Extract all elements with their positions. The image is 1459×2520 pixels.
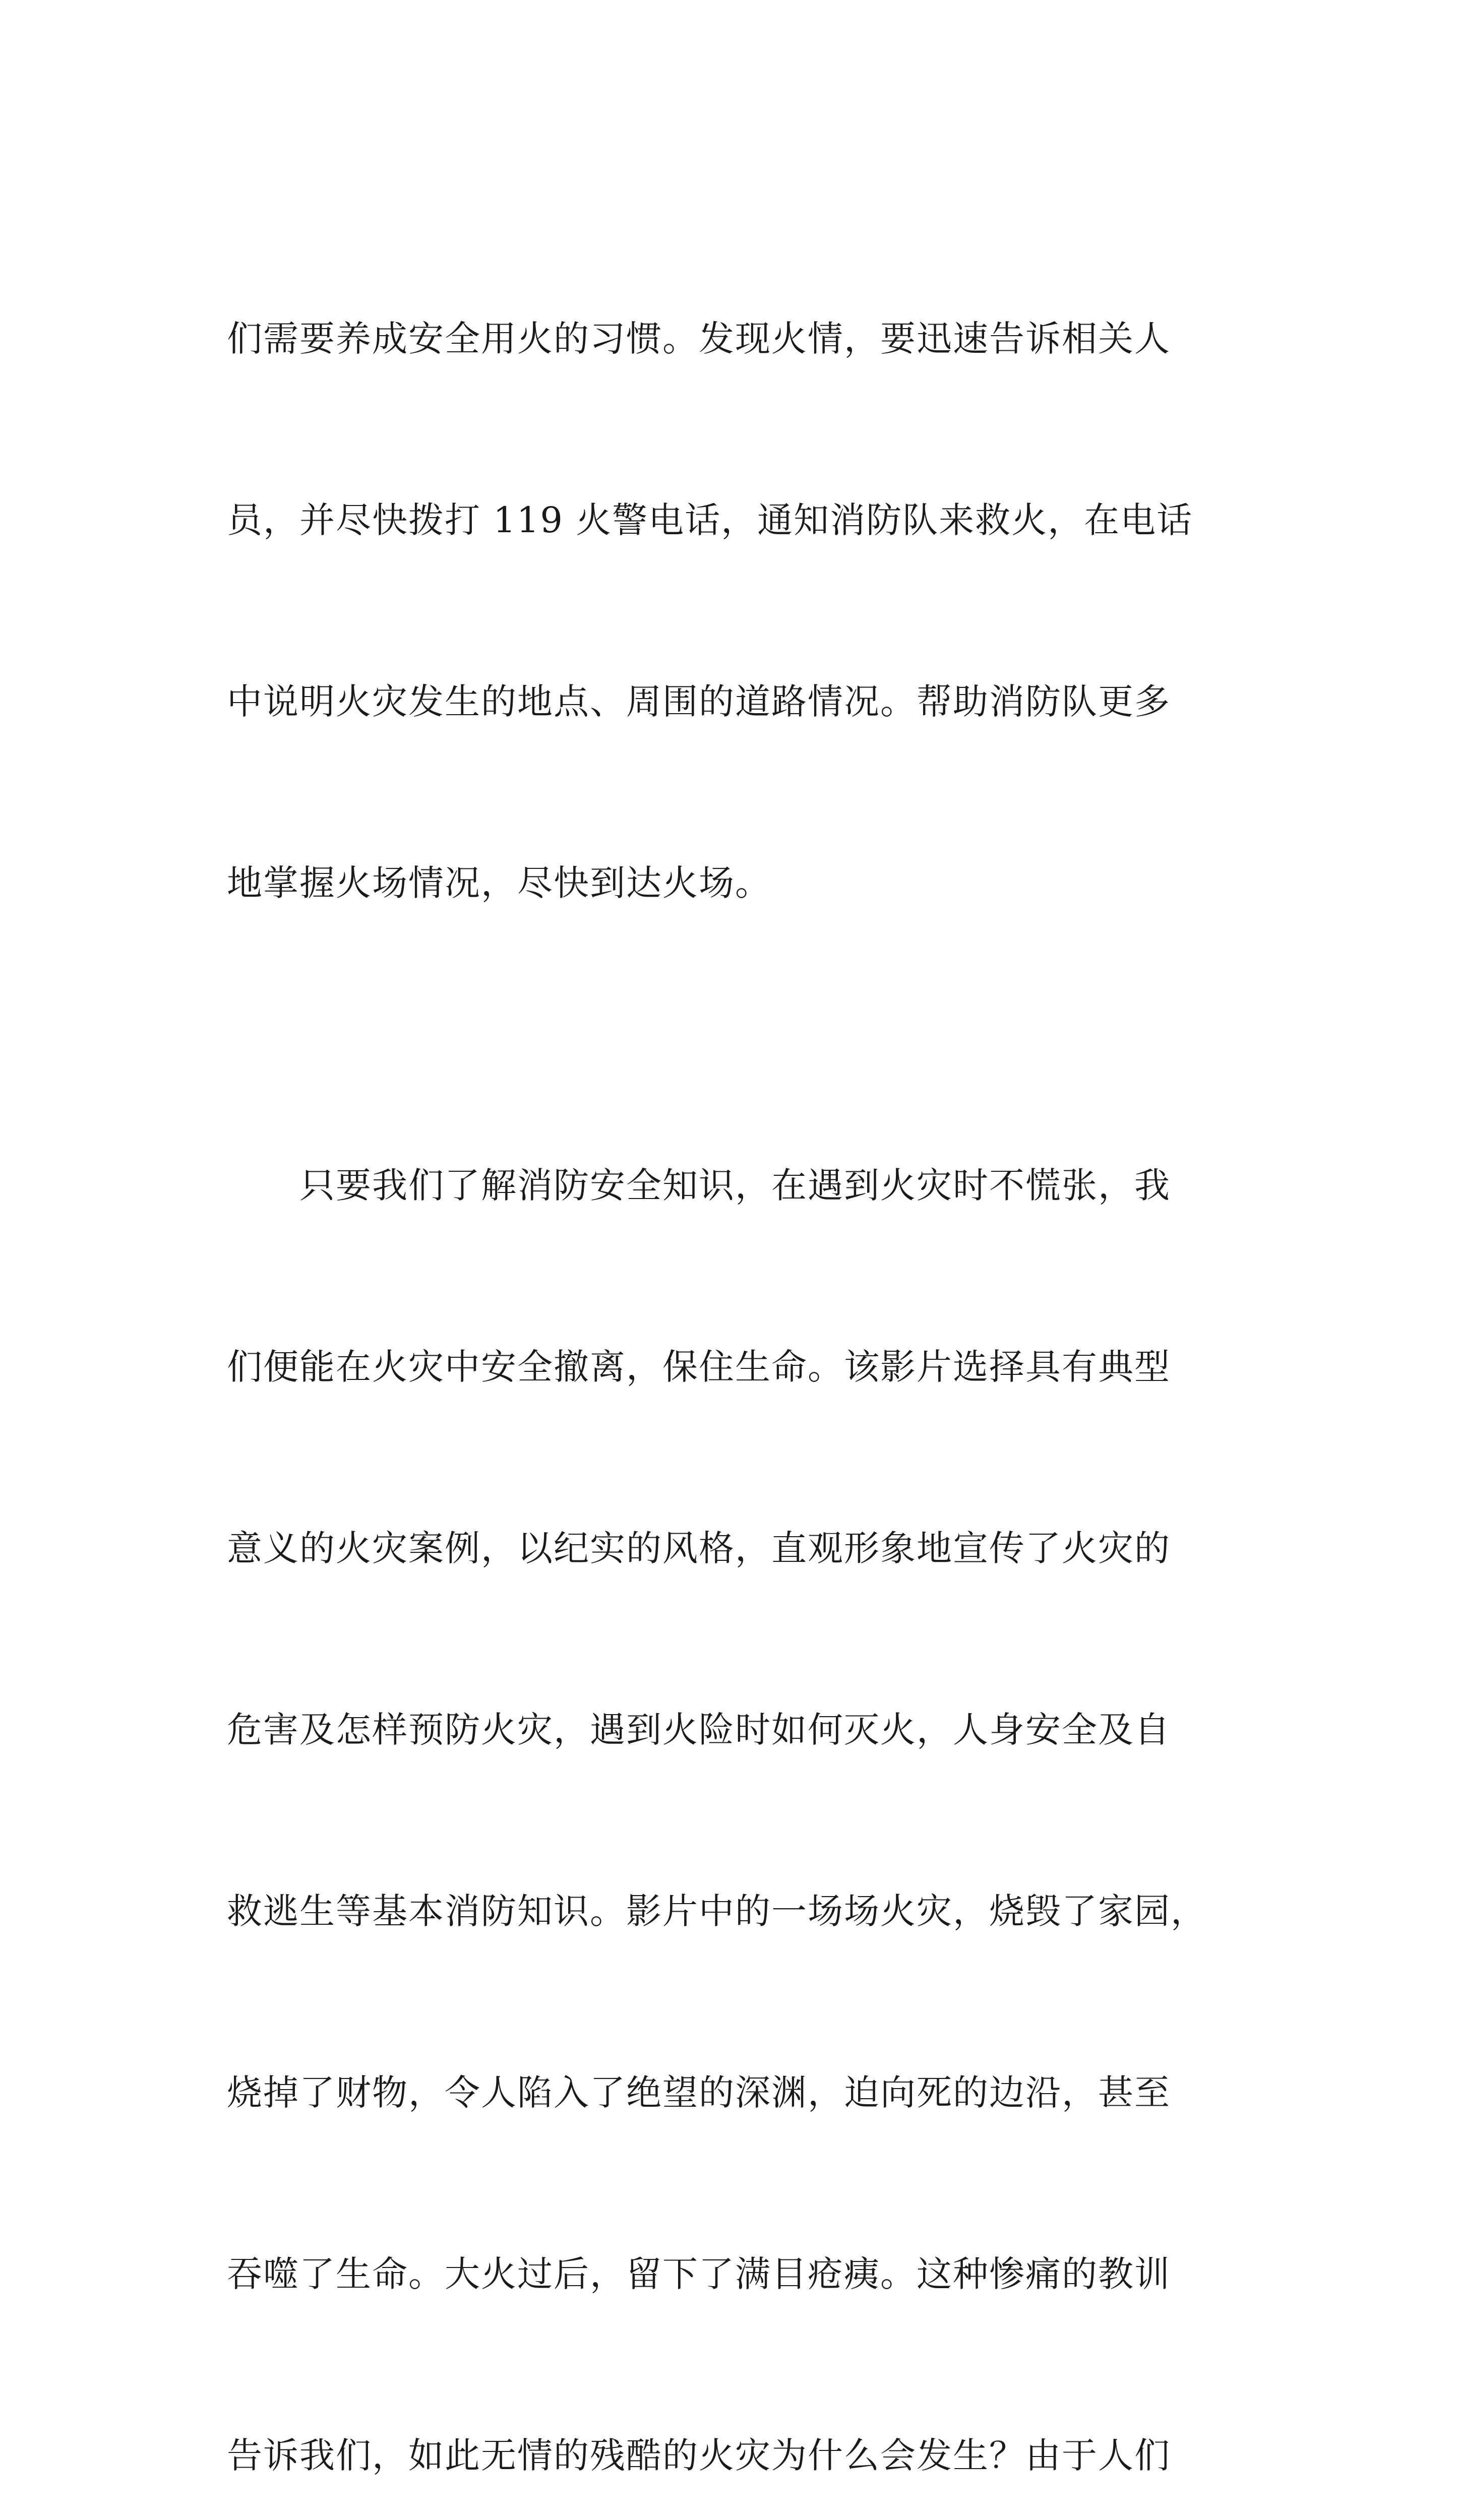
text-line: 只要我们了解消防安全知识，在遇到火灾时不慌张，我 — [227, 1165, 1171, 1206]
text-line: 们需要养成安全用火的习惯。发现火情，要迅速告诉相关人 — [227, 318, 1171, 359]
paragraph-2 — [227, 1034, 1255, 2520]
text-line: 中说明火灾发生的地点、周围的道路情况。帮助消防队更多 — [227, 681, 1171, 722]
text-line: 告诉我们，如此无情的残酷的火灾为什么会发生？由于人们 — [227, 2435, 1171, 2476]
paragraph-1 — [227, 187, 1255, 1034]
text-line: 员，并尽快拨打 119 火警电话，通知消防队来救火，在电话 — [227, 499, 1193, 541]
document-body — [227, 187, 1255, 2520]
text-line: 们便能在火灾中安全撤离，保住生命。该影片选择具有典型 — [227, 1346, 1171, 1388]
text-line: 地掌握火场情况，尽快到达火场。 — [227, 862, 771, 904]
text-line: 烧掉了财物，令人陷入了绝望的深渊，迫向死的边沿，甚至 — [227, 2072, 1171, 2113]
text-line: 危害及怎样预防火灾，遇到火险时如何灭火，人身安全及自 — [227, 1709, 1171, 1750]
text-line: 意义的火灾案例，以纪实的风格，直观形象地宣传了火灾的 — [227, 1528, 1171, 1569]
text-line: 吞噬了生命。大火过后，留下了满目疮痍。这种惨痛的教训 — [227, 2253, 1171, 2295]
text-line: 救逃生等基本消防知识。影片中的一场场火灾，烧毁了家园， — [227, 1891, 1207, 1932]
